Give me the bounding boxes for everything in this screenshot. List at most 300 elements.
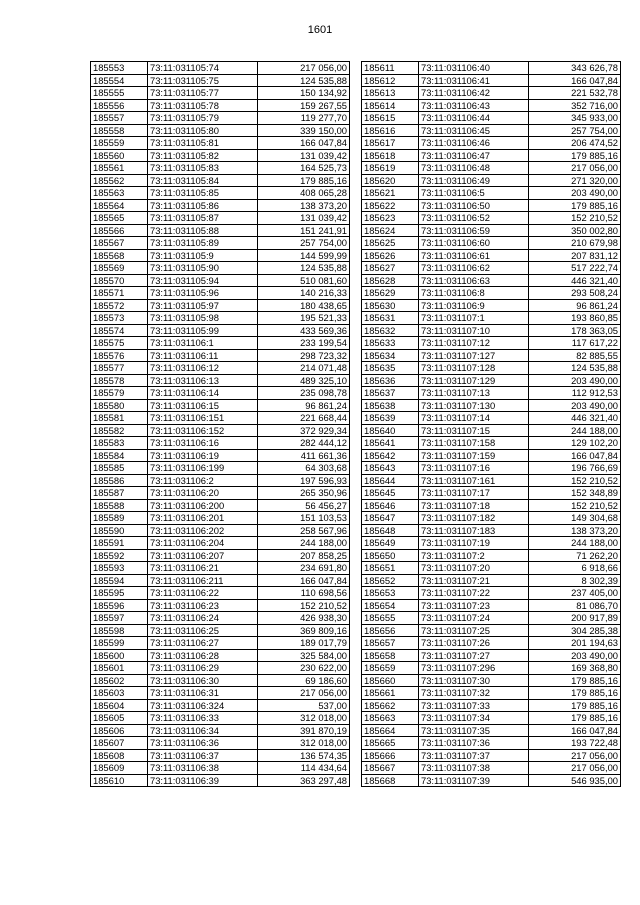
value-cell: 144 599,99	[258, 249, 350, 262]
table-row	[362, 574, 621, 587]
table-row	[91, 74, 350, 87]
table-row	[362, 649, 621, 662]
record-number-cell: 185597	[91, 612, 148, 625]
value-cell: 510 081,60	[258, 274, 350, 287]
record-number-cell: 185607	[91, 737, 148, 750]
value-cell: 312 018,00	[258, 712, 350, 725]
record-number-cell: 185582	[91, 424, 148, 437]
record-number-cell: 185632	[362, 324, 419, 337]
table-row	[362, 524, 621, 537]
value-cell: 179 885,16	[529, 699, 621, 712]
value-cell: 391 870,19	[258, 724, 350, 737]
value-cell: 110 698,56	[258, 587, 350, 600]
cadastral-number-cell: 73:11:031107:18	[419, 499, 529, 512]
record-number-cell: 185586	[91, 474, 148, 487]
record-number-cell: 185616	[362, 124, 419, 137]
cadastral-number-cell: 73:11:031106:16	[148, 437, 258, 450]
cadastral-number-cell: 73:11:031105:79	[148, 112, 258, 125]
value-cell: 517 222,74	[529, 262, 621, 275]
record-number-cell: 185562	[91, 174, 148, 187]
record-number-cell: 185624	[362, 224, 419, 237]
value-cell: 138 373,20	[529, 524, 621, 537]
cadastral-number-cell: 73:11:031106:1	[148, 337, 258, 350]
record-number-cell: 185589	[91, 512, 148, 525]
record-number-cell: 185559	[91, 137, 148, 150]
cadastral-number-cell: 73:11:031107:20	[419, 562, 529, 575]
cadastral-number-cell: 73:11:031106:20	[148, 487, 258, 500]
record-number-cell: 185563	[91, 187, 148, 200]
table-row	[362, 762, 621, 775]
value-cell: 489 325,10	[258, 374, 350, 387]
record-number-cell: 185668	[362, 774, 419, 787]
table-row	[91, 599, 350, 612]
record-number-cell: 185598	[91, 624, 148, 637]
value-cell: 352 716,00	[529, 99, 621, 112]
value-cell: 129 102,20	[529, 437, 621, 450]
table-row	[362, 462, 621, 475]
record-number-cell: 185657	[362, 637, 419, 650]
table-row	[91, 574, 350, 587]
table-row	[362, 162, 621, 175]
value-cell: 117 617,22	[529, 337, 621, 350]
value-cell: 217 056,00	[529, 162, 621, 175]
value-cell: 217 056,00	[529, 762, 621, 775]
value-cell: 203 490,00	[529, 187, 621, 200]
record-number-cell: 185661	[362, 687, 419, 700]
value-cell: 196 766,69	[529, 462, 621, 475]
value-cell: 64 303,68	[258, 462, 350, 475]
cadastral-number-cell: 73:11:031105:81	[148, 137, 258, 150]
record-number-cell: 185593	[91, 562, 148, 575]
cadastral-number-cell: 73:11:031105:84	[148, 174, 258, 187]
cadastral-number-cell: 73:11:031106:8	[419, 287, 529, 300]
record-number-cell: 185579	[91, 387, 148, 400]
value-cell: 235 098,78	[258, 387, 350, 400]
record-number-cell: 185656	[362, 624, 419, 637]
table-row	[91, 587, 350, 600]
table-row	[91, 462, 350, 475]
table-row	[362, 662, 621, 675]
cadastral-number-cell: 73:11:031107:37	[419, 749, 529, 762]
table-row	[91, 749, 350, 762]
cadastral-number-cell: 73:11:031106:38	[148, 762, 258, 775]
value-cell: 203 490,00	[529, 374, 621, 387]
table-row	[91, 87, 350, 100]
record-number-cell: 185605	[91, 712, 148, 725]
table-row	[91, 249, 350, 262]
value-cell: 234 691,80	[258, 562, 350, 575]
record-number-cell: 185596	[91, 599, 148, 612]
cadastral-number-cell: 73:11:031106:49	[419, 174, 529, 187]
table-row	[362, 724, 621, 737]
record-number-cell: 185612	[362, 74, 419, 87]
record-number-cell: 185570	[91, 274, 148, 287]
table-row	[91, 174, 350, 187]
cadastral-number-cell: 73:11:031106:13	[148, 374, 258, 387]
table-row	[362, 249, 621, 262]
record-number-cell: 185565	[91, 212, 148, 225]
record-number-cell: 185602	[91, 674, 148, 687]
record-number-cell: 185666	[362, 749, 419, 762]
value-cell: 265 350,96	[258, 487, 350, 500]
table-row	[91, 562, 350, 575]
cadastral-number-cell: 73:11:031106:42	[419, 87, 529, 100]
record-number-cell: 185583	[91, 437, 148, 450]
record-number-cell: 185617	[362, 137, 419, 150]
value-cell: 179 885,16	[529, 149, 621, 162]
cadastral-number-cell: 73:11:031106:31	[148, 687, 258, 700]
value-cell: 81 086,70	[529, 599, 621, 612]
value-cell: 69 186,60	[258, 674, 350, 687]
table-row	[362, 287, 621, 300]
table-row	[362, 412, 621, 425]
table-row	[91, 524, 350, 537]
record-number-cell: 185654	[362, 599, 419, 612]
cadastral-number-cell: 73:11:031106:63	[419, 274, 529, 287]
value-cell: 124 535,88	[258, 262, 350, 275]
value-cell: 207 831,12	[529, 249, 621, 262]
value-cell: 312 018,00	[258, 737, 350, 750]
cadastral-number-cell: 73:11:031107:130	[419, 399, 529, 412]
record-number-cell: 185601	[91, 662, 148, 675]
record-number-cell: 185580	[91, 399, 148, 412]
cadastral-number-cell: 73:11:031105:85	[148, 187, 258, 200]
table-row	[362, 387, 621, 400]
cadastral-number-cell: 73:11:031106:12	[148, 362, 258, 375]
value-cell: 152 348,89	[529, 487, 621, 500]
record-number-cell: 185641	[362, 437, 419, 450]
value-cell: 433 569,36	[258, 324, 350, 337]
table-row	[362, 487, 621, 500]
record-number-cell: 185564	[91, 199, 148, 212]
cadastral-number-cell: 73:11:031105:80	[148, 124, 258, 137]
cadastral-number-cell: 73:11:031105:89	[148, 237, 258, 250]
value-cell: 136 574,35	[258, 749, 350, 762]
value-cell: 203 490,00	[529, 649, 621, 662]
record-number-cell: 185627	[362, 262, 419, 275]
value-cell: 282 444,12	[258, 437, 350, 450]
cadastral-number-cell: 73:11:031107:10	[419, 324, 529, 337]
table-row	[91, 299, 350, 312]
table-row	[362, 274, 621, 287]
record-number-cell: 185642	[362, 449, 419, 462]
record-number-cell: 185636	[362, 374, 419, 387]
cadastral-number-cell: 73:11:031107:296	[419, 662, 529, 675]
record-number-cell: 185665	[362, 737, 419, 750]
cadastral-number-cell: 73:11:031106:5	[419, 187, 529, 200]
table-row	[362, 199, 621, 212]
cadastral-number-cell: 73:11:031107:19	[419, 537, 529, 550]
cadastral-number-cell: 73:11:031106:151	[148, 412, 258, 425]
cadastral-number-cell: 73:11:031105:78	[148, 99, 258, 112]
table-row	[91, 362, 350, 375]
value-cell: 200 917,89	[529, 612, 621, 625]
record-number-cell: 185620	[362, 174, 419, 187]
record-number-cell: 185613	[362, 87, 419, 100]
cadastral-number-cell: 73:11:031107:15	[419, 424, 529, 437]
cadastral-number-cell: 73:11:031106:14	[148, 387, 258, 400]
record-number-cell: 185608	[91, 749, 148, 762]
value-cell: 237 405,00	[529, 587, 621, 600]
value-cell: 131 039,42	[258, 149, 350, 162]
record-number-cell: 185592	[91, 549, 148, 562]
table-row	[362, 299, 621, 312]
value-cell: 206 474,52	[529, 137, 621, 150]
value-cell: 207 858,25	[258, 549, 350, 562]
cadastral-number-cell: 73:11:031106:211	[148, 574, 258, 587]
record-number-cell: 185576	[91, 349, 148, 362]
value-cell: 195 521,33	[258, 312, 350, 325]
cadastral-number-cell: 73:11:031107:36	[419, 737, 529, 750]
table-row	[362, 399, 621, 412]
value-cell: 210 679,98	[529, 237, 621, 250]
table-row	[91, 349, 350, 362]
table-row	[91, 637, 350, 650]
record-number-cell: 185662	[362, 699, 419, 712]
table-row	[362, 624, 621, 637]
value-cell: 179 885,16	[529, 712, 621, 725]
cadastral-number-cell: 73:11:031107:159	[419, 449, 529, 462]
table-row	[362, 224, 621, 237]
table-row	[91, 724, 350, 737]
record-number-cell: 185631	[362, 312, 419, 325]
table-row	[91, 324, 350, 337]
table-row	[91, 424, 350, 437]
record-number-cell: 185637	[362, 387, 419, 400]
table-row	[91, 237, 350, 250]
table-row	[91, 674, 350, 687]
cadastral-number-cell: 73:11:031106:19	[148, 449, 258, 462]
table-row	[362, 187, 621, 200]
cadastral-number-cell: 73:11:031106:48	[419, 162, 529, 175]
table-row	[362, 237, 621, 250]
record-number-cell: 185594	[91, 574, 148, 587]
record-number-cell: 185663	[362, 712, 419, 725]
record-number-cell: 185618	[362, 149, 419, 162]
record-number-cell: 185587	[91, 487, 148, 500]
cadastral-number-cell: 73:11:031107:35	[419, 724, 529, 737]
table-row	[362, 562, 621, 575]
record-number-cell: 185645	[362, 487, 419, 500]
record-number-cell: 185610	[91, 774, 148, 787]
table-row	[91, 774, 350, 787]
value-cell: 6 918,66	[529, 562, 621, 575]
value-cell: 169 368,80	[529, 662, 621, 675]
record-number-cell: 185643	[362, 462, 419, 475]
table-row	[362, 362, 621, 375]
table-row	[91, 312, 350, 325]
cadastral-number-cell: 73:11:031107:183	[419, 524, 529, 537]
table-row	[362, 74, 621, 87]
record-number-cell: 185626	[362, 249, 419, 262]
record-number-cell: 185639	[362, 412, 419, 425]
value-cell: 149 304,68	[529, 512, 621, 525]
cadastral-number-cell: 73:11:031106:22	[148, 587, 258, 600]
record-number-cell: 185651	[362, 562, 419, 575]
value-cell: 138 373,20	[258, 199, 350, 212]
cadastral-number-cell: 73:11:031106:2	[148, 474, 258, 487]
table-row	[362, 374, 621, 387]
cadastral-number-cell: 73:11:031107:39	[419, 774, 529, 787]
value-cell: 96 861,24	[258, 399, 350, 412]
value-cell: 257 754,00	[529, 124, 621, 137]
value-cell: 369 809,16	[258, 624, 350, 637]
table-row	[91, 499, 350, 512]
value-cell: 159 267,55	[258, 99, 350, 112]
record-number-cell: 185553	[91, 62, 148, 75]
value-cell: 214 071,48	[258, 362, 350, 375]
table-row	[91, 612, 350, 625]
table-row	[91, 212, 350, 225]
record-number-cell: 185615	[362, 112, 419, 125]
record-number-cell: 185623	[362, 212, 419, 225]
cadastral-number-cell: 73:11:031107:1	[419, 312, 529, 325]
value-cell: 345 933,00	[529, 112, 621, 125]
table-row	[91, 137, 350, 150]
value-cell: 150 134,92	[258, 87, 350, 100]
cadastral-number-cell: 73:11:031105:94	[148, 274, 258, 287]
record-number-cell: 185604	[91, 699, 148, 712]
table-row	[362, 712, 621, 725]
cadastral-number-cell: 73:11:031107:17	[419, 487, 529, 500]
cadastral-number-cell: 73:11:031105:82	[148, 149, 258, 162]
table-row	[362, 212, 621, 225]
value-cell: 201 194,63	[529, 637, 621, 650]
value-cell: 293 508,24	[529, 287, 621, 300]
value-cell: 363 297,48	[258, 774, 350, 787]
value-cell: 114 434,64	[258, 762, 350, 775]
record-number-cell: 185650	[362, 549, 419, 562]
table-row	[362, 674, 621, 687]
value-cell: 166 047,84	[258, 137, 350, 150]
table-row	[362, 149, 621, 162]
cadastral-number-cell: 73:11:031106:45	[419, 124, 529, 137]
cadastral-number-cell: 73:11:031106:33	[148, 712, 258, 725]
value-cell: 339 150,00	[258, 124, 350, 137]
table-row	[91, 399, 350, 412]
table-row	[362, 549, 621, 562]
value-cell: 271 320,00	[529, 174, 621, 187]
value-cell: 257 754,00	[258, 237, 350, 250]
cadastral-number-cell: 73:11:031107:158	[419, 437, 529, 450]
table-row	[91, 737, 350, 750]
table-row	[91, 687, 350, 700]
record-number-cell: 185644	[362, 474, 419, 487]
cadastral-number-cell: 73:11:031105:77	[148, 87, 258, 100]
table-row	[362, 512, 621, 525]
cadastral-number-cell: 73:11:031106:24	[148, 612, 258, 625]
table-row	[362, 99, 621, 112]
table-row	[91, 99, 350, 112]
cadastral-number-cell: 73:11:031107:12	[419, 337, 529, 350]
value-cell: 537,00	[258, 699, 350, 712]
table-row	[91, 199, 350, 212]
record-number-cell: 185560	[91, 149, 148, 162]
cadastral-number-cell: 73:11:031106:9	[419, 299, 529, 312]
table-row	[91, 537, 350, 550]
cadastral-number-cell: 73:11:031106:47	[419, 149, 529, 162]
cadastral-number-cell: 73:11:031107:13	[419, 387, 529, 400]
value-cell: 244 188,00	[529, 537, 621, 550]
table-row	[362, 737, 621, 750]
table-row	[91, 512, 350, 525]
value-cell: 164 525,73	[258, 162, 350, 175]
record-number-cell: 185655	[362, 612, 419, 625]
value-cell: 179 885,16	[529, 687, 621, 700]
cadastral-number-cell: 73:11:031106:37	[148, 749, 258, 762]
cadastral-number-cell: 73:11:031107:32	[419, 687, 529, 700]
value-cell: 151 241,91	[258, 224, 350, 237]
cadastral-number-cell: 73:11:031107:14	[419, 412, 529, 425]
record-number-cell: 185635	[362, 362, 419, 375]
value-cell: 203 490,00	[529, 399, 621, 412]
value-cell: 140 216,33	[258, 287, 350, 300]
record-number-cell: 185584	[91, 449, 148, 462]
cadastral-number-cell: 73:11:031106:52	[419, 212, 529, 225]
table-row	[91, 474, 350, 487]
cadastral-number-cell: 73:11:031106:34	[148, 724, 258, 737]
table-row	[362, 499, 621, 512]
value-cell: 151 103,53	[258, 512, 350, 525]
table-row	[91, 112, 350, 125]
record-number-cell: 185558	[91, 124, 148, 137]
value-cell: 112 912,53	[529, 387, 621, 400]
value-cell: 230 622,00	[258, 662, 350, 675]
record-number-cell: 185575	[91, 337, 148, 350]
value-cell: 179 885,16	[529, 674, 621, 687]
value-cell: 546 935,00	[529, 774, 621, 787]
cadastral-table-right	[361, 61, 621, 787]
record-number-cell: 185567	[91, 237, 148, 250]
table-row	[91, 224, 350, 237]
record-number-cell: 185572	[91, 299, 148, 312]
record-number-cell: 185653	[362, 587, 419, 600]
table-row	[91, 549, 350, 562]
cadastral-number-cell: 73:11:031105:74	[148, 62, 258, 75]
record-number-cell: 185634	[362, 349, 419, 362]
value-cell: 96 861,24	[529, 299, 621, 312]
cadastral-number-cell: 73:11:031106:28	[148, 649, 258, 662]
record-number-cell: 185555	[91, 87, 148, 100]
record-number-cell: 185658	[362, 649, 419, 662]
table-row	[362, 699, 621, 712]
record-number-cell: 185622	[362, 199, 419, 212]
value-cell: 152 210,52	[529, 474, 621, 487]
value-cell: 189 017,79	[258, 637, 350, 650]
table-row	[362, 312, 621, 325]
table-row	[91, 712, 350, 725]
cadastral-number-cell: 73:11:031106:61	[419, 249, 529, 262]
cadastral-number-cell: 73:11:031105:96	[148, 287, 258, 300]
record-number-cell: 185588	[91, 499, 148, 512]
cadastral-number-cell: 73:11:031106:36	[148, 737, 258, 750]
cadastral-number-cell: 73:11:031106:25	[148, 624, 258, 637]
cadastral-number-cell: 73:11:031106:60	[419, 237, 529, 250]
table-row	[362, 687, 621, 700]
table-row	[91, 699, 350, 712]
cadastral-number-cell: 73:11:031107:38	[419, 762, 529, 775]
cadastral-number-cell: 73:11:031107:22	[419, 587, 529, 600]
record-number-cell: 185660	[362, 674, 419, 687]
value-cell: 244 188,00	[258, 537, 350, 550]
cadastral-number-cell: 73:11:031107:182	[419, 512, 529, 525]
value-cell: 152 210,52	[258, 599, 350, 612]
value-cell: 131 039,42	[258, 212, 350, 225]
cadastral-number-cell: 73:11:031106:50	[419, 199, 529, 212]
record-number-cell: 185640	[362, 424, 419, 437]
value-cell: 446 321,40	[529, 274, 621, 287]
value-cell: 372 929,34	[258, 424, 350, 437]
